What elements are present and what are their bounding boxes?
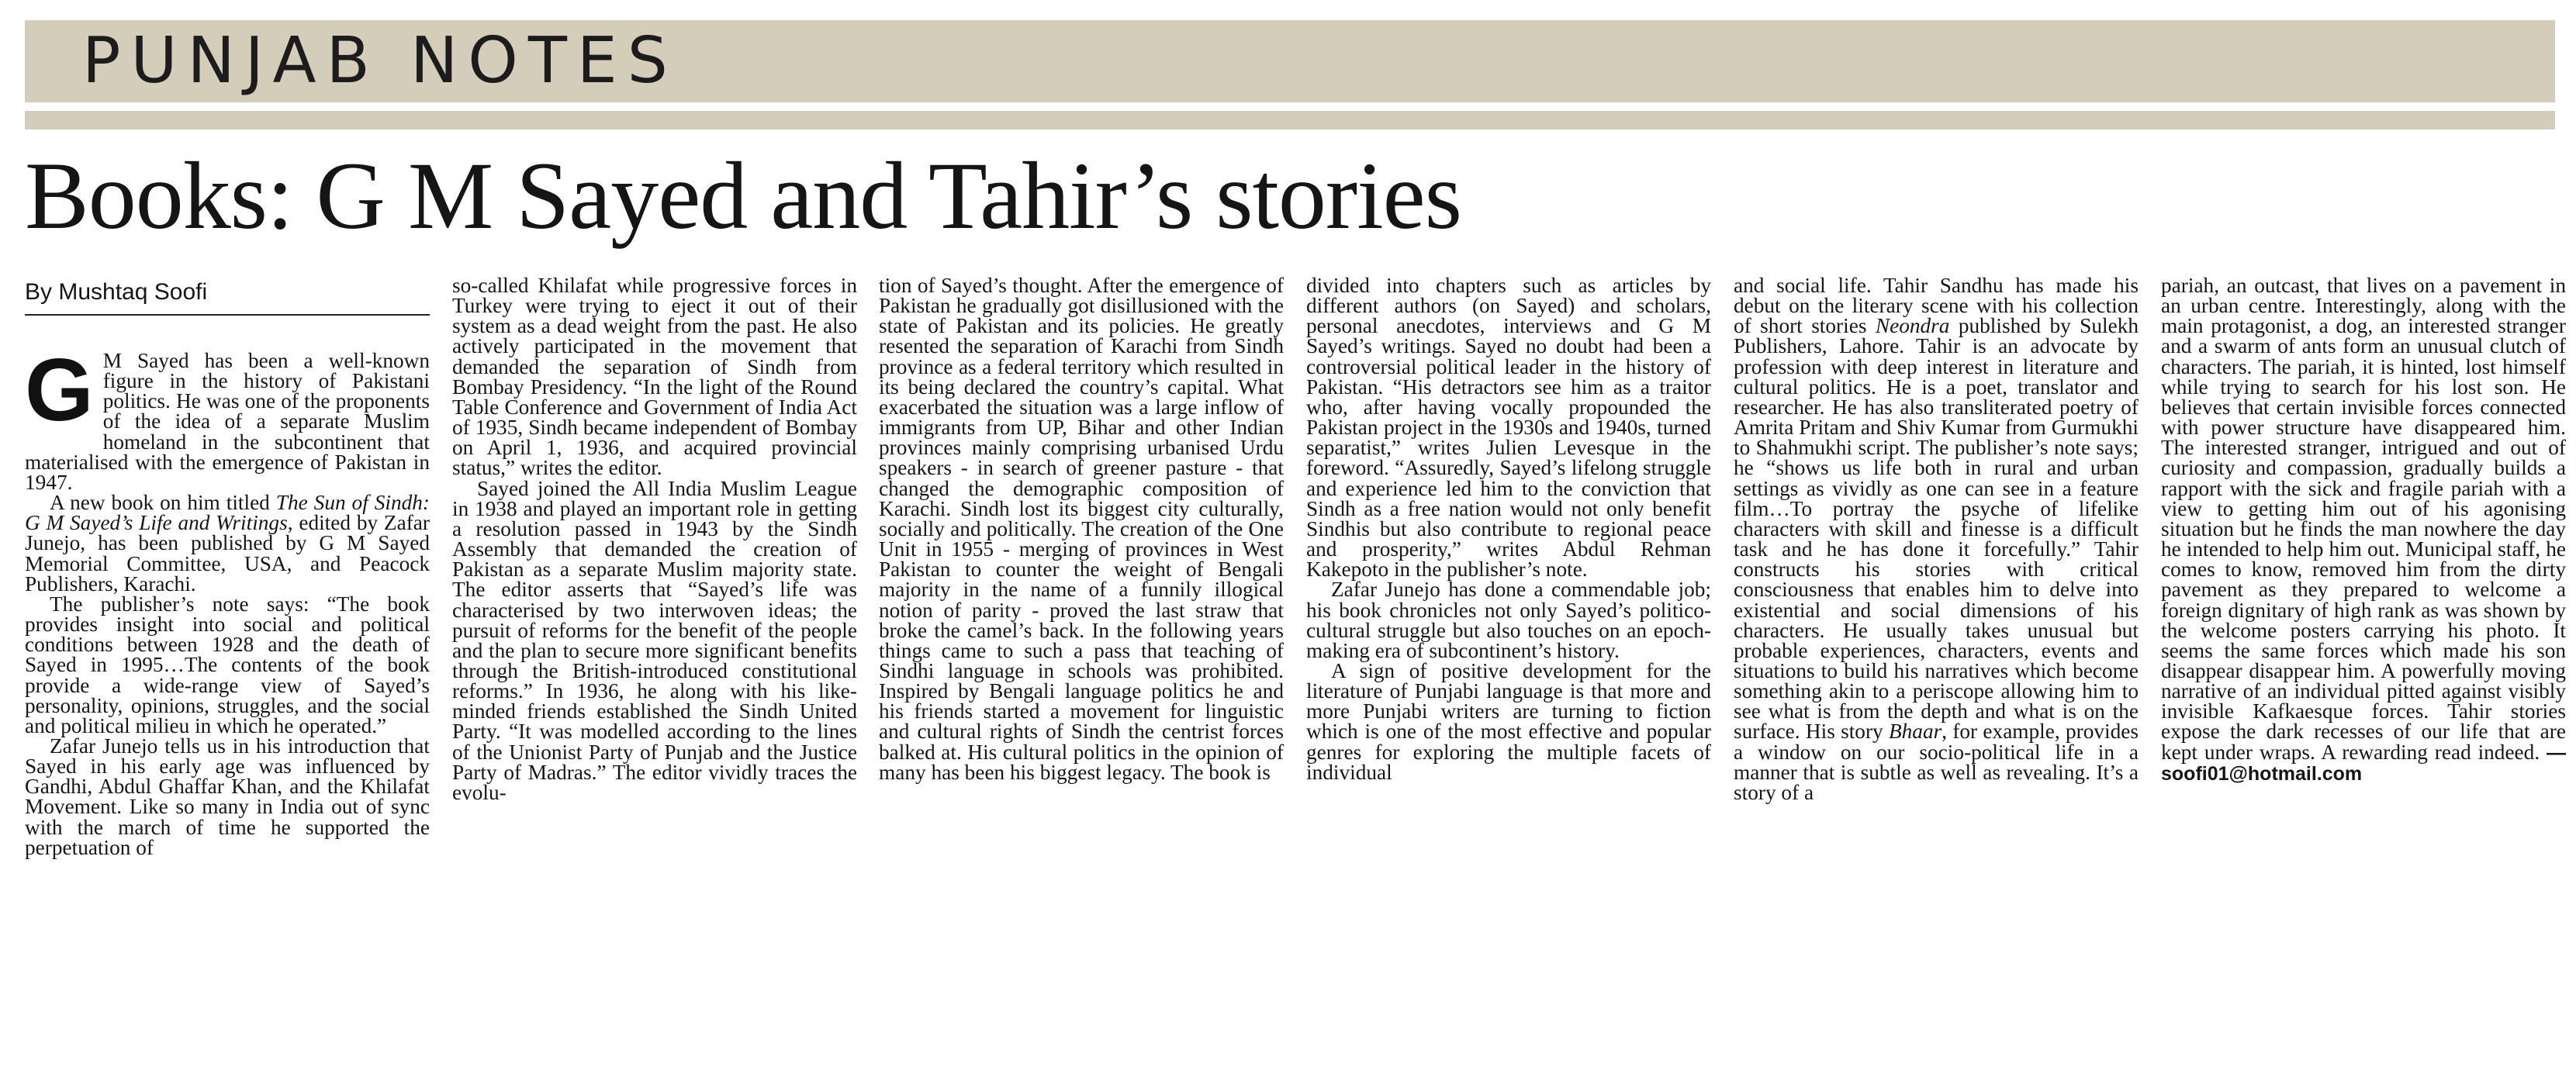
author-email: — soofi01@hotmail.com — [2161, 741, 2566, 785]
paragraph: Zafar Junejo has done a commendable job; his book chronicles not only Sayed’s politico-cultural struggle but also touches on an epoch-making era of subcontinent’s history. — [1306, 578, 1711, 662]
paragraph: A sign of positive development for the literature of Punjabi language is that more and more Punjabi writers are turning to fiction which is one of the most effective and popular genres for exploring the multiple facets of individual — [1306, 658, 1711, 784]
banner-rule — [25, 111, 2555, 129]
paragraph: and social life. Tahir Sandhu has made his debut on the literary scene with his collection of short stories Neondra published by Sulekh Publishers, Lahore. Tahir is an advocate by profession with deep interest in literature and cultural politics. He is a poet, translator and researcher. He has also transliterated poetry of Amrita Pritam and Shiv Kumar from Gurmukhi to Shahmukhi script. The publisher’s note says; he “shows us life both in rural and urban settings as vividly as one can see in a feature film…To portray the psyche of lifelike characters with skill and finesse is a difficult task and he has done it forcefully.” Tahir constructs his stories with critical consciousness that enables him to delve into existential and social dimensions of his characters. He usually takes unusual but probable experiences, characters, events and situations to build his narratives which become something akin to a periscope allowing him to see what is from the depth and what is on the surface. His story Bhaar, for example, provides a window on our socio-political life in a manner that is subtle as well as revealing. It’s a story of a — [1734, 275, 2139, 804]
paragraph: so-called Khilafat while progressive forces in Turkey were trying to eject it out of their system as a dead weight from the past. He also actively participated in the movement that demanded the separation of Sindh from Bombay Presidency. “In the light of the Round Table Conference and Government of India Act of 1935, Sindh became independent of Bombay on April 1, 1936, and acquired provincial status,” writes the editor. — [452, 275, 857, 480]
paragraph: divided into chapters such as articles by different authors (on Sayed) and scholars, personal anecdotes, interviews and G M Sayed’s writings. Sayed no doubt had been a controversial political leader in the history of Pakistan. “His detractors see him as a traitor who, after having vocally propounded the Pakistan project in the 1930s and 1940s, turned separatist,” writes Julien Levesque in the foreword. “Assuredly, Sayed’s lifelong struggle and experience led him to the conviction that Sindh as a free nation would not only benefit Sindhis but also contribute to regional peace and prosperity,” writes Abdul Rehman Kakepoto in the publisher’s note. — [1306, 275, 1711, 582]
paragraph: G M Sayed has been a well-known figure in the history of Pakistani politics. He was one of the proponents of the idea of a separate Muslim homeland in the subcontinent that materialised with the emergence of Pakistan in 1947. — [25, 341, 430, 494]
section-title: PUNJAB NOTES — [82, 24, 678, 98]
article-column-4 — [1306, 275, 1711, 1091]
article-column-1 — [25, 275, 430, 1091]
paragraph: pariah, an outcast, that lives on a pavement in an urban centre. Interestingly, along with the main protagonist, a dog, an interested stranger and a swarm of ants form an unusual clutch of characters. The pariah, it is hinted, lost himself while trying to search for his lost son. He believes that certain invisible forces connected with power structure have disappeared him. The interested stranger, intrigued and out of curiosity and compassion, gradually builds a rapport with the sick and fragile pariah with a view to getting him out of his agonising situation but he finds the man nowhere the day he intended to help him out. Municipal staff, he comes to know, removed him from the dirty pavement as they prepared to welcome a foreign dignitary of high rank as was shown by the welcome posters carrying his photo. It seems the same forces which made his son disappear disappear him. A powerfully moving narrative of an individual pitted against visibly invisible Kafkaesque forces. Tahir stories expose the dark recesses of our life that are kept under wraps. A rewarding read indeed. — soofi01@hotmail.com — [2161, 275, 2566, 785]
book-title: The Sun of Sindh: G M Sayed’s Life and Writings — [25, 491, 430, 535]
paragraph: Sayed joined the All India Muslim League in 1938 and played an important role in getting a resolution passed in 1943 by the Sindh Assembly that demanded the creation of Pakistan as a separate Muslim majority state. The editor asserts that “Sayed’s life was characterised by two interwoven ideas; the pursuit of reforms for the benefit of the people and the plan to secure more significant benefits through the British-introduced constitutional reforms.” In 1936, he along with his like-minded friends established the Sindh United Party. “It was modelled according to the lines of the Unionist Party of Punjab and the Justice Party of Madras.” The editor vividly traces the evolu- — [452, 476, 857, 804]
article-column-3 — [879, 275, 1284, 1091]
story-title: Bhaar — [1888, 720, 1942, 744]
paragraph: A new book on him titled The Sun of Sindh: G M Sayed’s Life and Writings, edited by Zafar Junejo, has been published by G M Sayed Memorial Committee, USA, and Peacock Publishers, Karachi. — [25, 491, 430, 596]
paragraph: tion of Sayed’s thought. After the emergence of Pakistan he gradually got disillusioned with the state of Pakistan and its policies. He greatly resented the separation of Karachi from Sindh province as a federal territory which resulted in its being declared the country’s capital. What exacerbated the situation was a large inflow of immigrants from UP, Bihar and other Indian provinces mainly comprising urbanised Urdu speakers - in search of greener pasture - that changed the demographic composition of Karachi. Sindh lost its biggest city culturally, socially and politically. The creation of the One Unit in 1955 - merging of provinces in West Pakistan to counter the weight of Bengali majority in the name of a funnily illogical notion of parity - proved the last straw that broke the camel’s back. In the following years things came to such a pass that teaching of Sindhi language in schools was prohibited. Inspired by Bengali language politics he and his friends started a movement for linguistic and cultural rights of Sindh the centrist forces balked at. His cultural politics in the opinion of many has been his biggest legacy. The book is — [879, 275, 1284, 784]
article-column-5 — [1734, 275, 2139, 1091]
article-column-2 — [452, 275, 857, 1091]
byline: By Mushtaq Soofi — [25, 278, 430, 316]
article-column-6 — [2161, 275, 2566, 1091]
paragraph: Zafar Junejo tells us in his introduction that Sayed in his early age was influenced by Gandhi, Abdul Ghaffar Khan, and the Khilafat Movement. Like so many in India out of sync with the march of time he supported the perpetuation of — [25, 734, 430, 859]
paragraph: The publisher’s note says: “The book provides insight into social and political conditions between 1928 and the death of Sayed in 1995…The contents of the book provide a wide-range view of Sayed’s personality, opinions, struggles, and the social and political milieu in which he operated.” — [25, 592, 430, 737]
article-headline: Books: G M Sayed and Tahir’s stories — [25, 143, 1461, 249]
drop-cap: G — [25, 341, 94, 440]
book-title: Neondra — [1875, 314, 1950, 338]
section-banner — [25, 20, 2555, 102]
